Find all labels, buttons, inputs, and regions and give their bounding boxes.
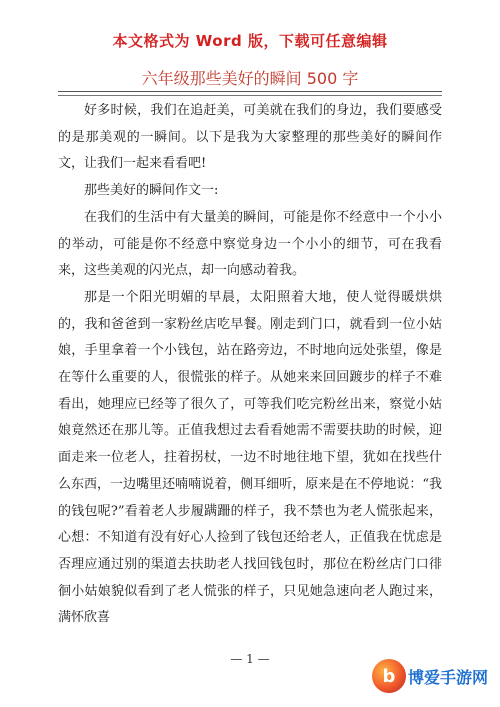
title-divider-thick (58, 91, 442, 92)
title-divider-thin (58, 95, 442, 96)
document-title: 六年级那些美好的瞬间 500 字 (141, 69, 359, 88)
page-number: — 1 — (230, 652, 270, 666)
watermark-text: 博爱手游网 (407, 667, 488, 687)
paragraph-2: 在我们的生活中有大量美的瞬间，可能是你不经意中一个小小的举动，可能是你不经意中察觉身边一个小小的细节，可在我看来，这些美观的闪光点，却一向感动着我。 (58, 209, 442, 279)
paragraph-heading: 那些美好的瞬间作文一: (84, 183, 219, 199)
document-banner: 本文格式为 Word 版，下载可任意编辑 (112, 32, 388, 50)
b-logo-icon: b (372, 659, 406, 693)
paragraph-intro: 好多时候，我们在追赶美，可美就在我们的身边，我们要感受的是那美观的一瞬间。以下是我为大家整理的那些美好的瞬间作文，让我们一起来看看吧! (58, 103, 442, 172)
paragraph-3: 那是一个阳光明媚的早晨，太阳照着大地，使人觉得暖烘烘的，我和爸爸到一家粉丝店吃早餐。刚走到门口，就看到一位小姑娘，手里拿着一个小钱包，站在路旁边，不时地向远处张望，像是在等什么重要的人，很慌张的样子。从她来来回回踱步的样子不难看出，她理应已经等了很久了，可等我们吃完粉丝出来，察觉小姑娘竟然还在那儿等。正值我想过去看看她需不需要扶助的时候，迎面走来一位老人，拄着拐杖，一边不时地往地下望，犹如在找些什么东西，一边嘴里还喃喃说着，侧耳细听，原来是在不停地说：“我的钱包呢?”看着老人步履蹒跚的样子，我不禁也为老人慌张起来，心想：不知道有没有好心人捡到了钱包还给老人，正值我在忧虑是否理应通过别的渠道去扶助老人找回钱包时，那位在粉丝店门口徘徊小姑娘貌似看到了老人慌张的样子，只见她急速向老人跑过来，满怀欣喜 (58, 289, 442, 626)
watermark-logo (372, 659, 488, 693)
document-body (58, 98, 442, 632)
